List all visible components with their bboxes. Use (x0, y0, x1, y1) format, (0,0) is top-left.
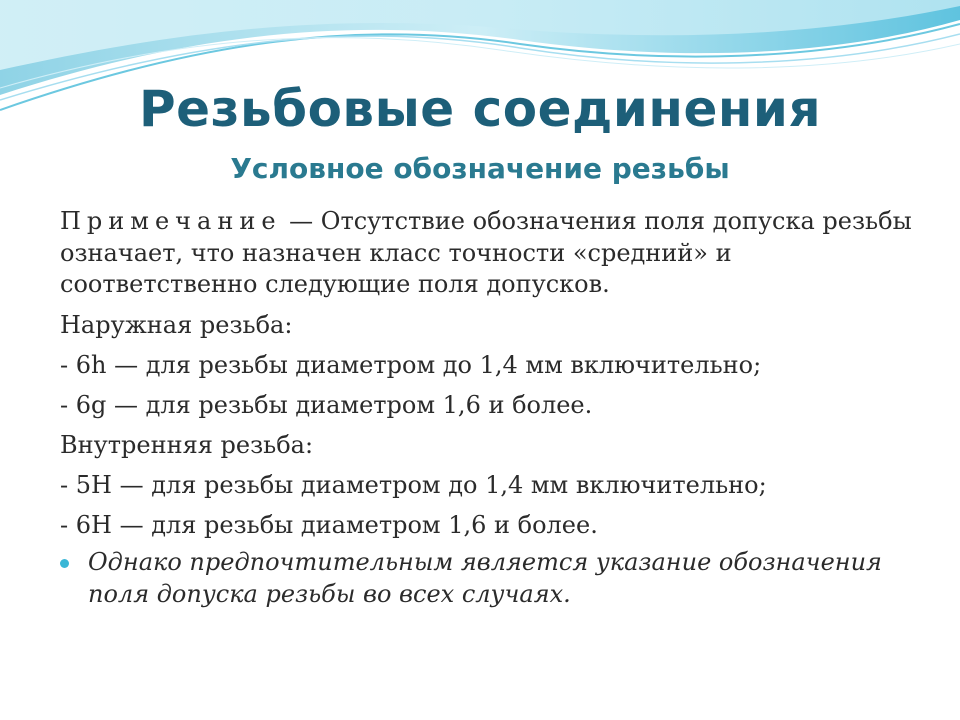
note-paragraph (60, 206, 930, 301)
internal-thread-label: Внутренняя резьба: (60, 431, 314, 460)
bullet-text: Однако предпочтительным является указание обозначения поля допуска резьбы во всех случаях. (88, 548, 882, 608)
external-thread-label: Наружная резьба: (60, 311, 293, 340)
external-item-6h: - 6h — для резьбы диаметром до 1,4 мм включительно; (60, 351, 762, 380)
internal-item-5H: - 5H — для резьбы диаметром до 1,4 мм включительно; (60, 471, 767, 500)
external-item-6g: - 6g — для резьбы диаметром 1,6 и более. (60, 391, 593, 420)
slide-title: Резьбовые соединения (138, 80, 822, 138)
slide-body (60, 206, 930, 610)
note-label: Примечание (60, 207, 282, 235)
slide-subtitle: Условное обозначение резьбы (230, 152, 730, 185)
bullet-dot-icon (60, 559, 69, 568)
internal-item-6H: - 6H — для резьбы диаметром 1,6 и более. (60, 511, 598, 540)
bullet-recommendation (60, 547, 930, 610)
note-text: — Отсутствие обозначения поля допуска резьбы означает, что назначен класс точности «средний» и соответственно следующие поля допусков. (60, 207, 912, 299)
